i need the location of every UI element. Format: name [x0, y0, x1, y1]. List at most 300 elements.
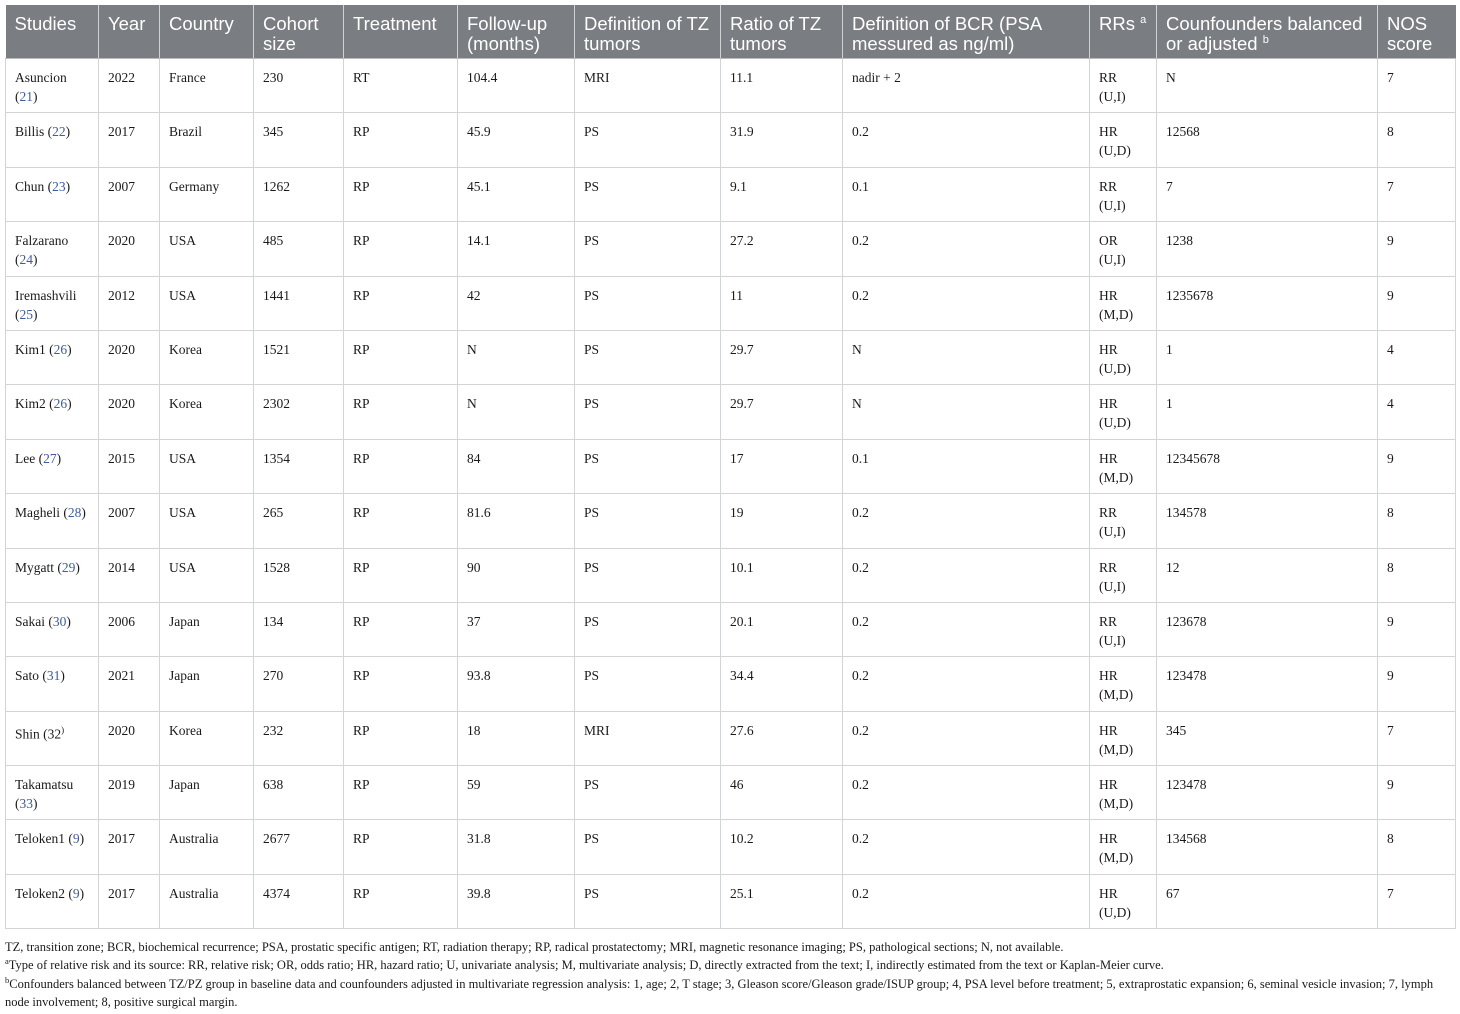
- followup-cell: 31.8: [458, 820, 575, 874]
- cohort-cell: 1521: [254, 330, 344, 384]
- treatment-cell: RP: [344, 222, 458, 276]
- confounders-cell: 12568: [1157, 113, 1378, 167]
- year-cell: 2020: [99, 711, 160, 765]
- reference-link[interactable]: 28: [67, 505, 82, 521]
- reference-link[interactable]: 26: [53, 396, 68, 412]
- treatment-cell: RP: [344, 766, 458, 820]
- rr-cell: [1090, 167, 1157, 221]
- rr-source: (U,D): [1099, 904, 1131, 920]
- column-header-label: Counfounders balanced or adjusted: [1166, 13, 1363, 54]
- column-header: [575, 5, 721, 59]
- nos-score-cell: 9: [1378, 657, 1456, 711]
- treatment-cell: RP: [344, 548, 458, 602]
- reference-close: ): [75, 559, 80, 575]
- cohort-cell: 230: [254, 59, 344, 113]
- column-header: [843, 5, 1090, 59]
- rr-source: (M,D): [1099, 796, 1134, 812]
- year-cell: 2012: [99, 276, 160, 330]
- year-cell: 2015: [99, 439, 160, 493]
- column-header-label: Studies: [14, 13, 77, 34]
- bcr-cell: 0.2: [843, 113, 1090, 167]
- year-cell: 2006: [99, 602, 160, 656]
- column-header: [344, 5, 458, 59]
- country-cell: USA: [160, 222, 254, 276]
- country-cell: Korea: [160, 330, 254, 384]
- reference-link[interactable]: 9: [72, 831, 80, 847]
- column-header-label: Follow-up (months): [467, 13, 548, 54]
- nos-score-cell: 9: [1378, 276, 1456, 330]
- followup-cell: 104.4: [458, 59, 575, 113]
- table-row: [6, 59, 1456, 113]
- definition-cell: PS: [575, 874, 721, 928]
- nos-score-cell: 8: [1378, 820, 1456, 874]
- study-cell: Billis (22): [6, 113, 99, 167]
- confounders-cell: 1: [1157, 385, 1378, 439]
- table-footnotes: [5, 938, 1455, 1011]
- study-name: Takamatsu: [15, 777, 74, 793]
- followup-cell: 45.1: [458, 167, 575, 221]
- nos-score-cell: 4: [1378, 385, 1456, 439]
- study-cell: Chun (23): [6, 167, 99, 221]
- bcr-cell: N: [843, 330, 1090, 384]
- reference-text: (32: [43, 726, 62, 742]
- year-cell: 2019: [99, 766, 160, 820]
- rr-cell: [1090, 820, 1157, 874]
- study-cell: Takamatsu (33): [6, 766, 99, 820]
- rr-source: (U,I): [1099, 632, 1126, 648]
- footnote-b-marker: b: [5, 974, 10, 985]
- reference-close: ): [66, 613, 71, 629]
- study-name: Falzarano: [15, 233, 69, 249]
- rr-type: HR: [1099, 722, 1118, 738]
- definition-cell: PS: [575, 820, 721, 874]
- rr-source: (M,D): [1099, 306, 1134, 322]
- definition-cell: PS: [575, 548, 721, 602]
- table-row: [6, 276, 1456, 330]
- ratio-cell: 9.1: [721, 167, 843, 221]
- column-header: [6, 5, 99, 59]
- rr-type: HR: [1099, 287, 1118, 303]
- nos-score-cell: 9: [1378, 439, 1456, 493]
- study-cell: Sakai (30): [6, 602, 99, 656]
- cohort-cell: 4374: [254, 874, 344, 928]
- reference-link[interactable]: 23: [52, 178, 66, 194]
- confounders-cell: 12: [1157, 548, 1378, 602]
- year-cell: 2017: [99, 113, 160, 167]
- reference-link[interactable]: 25: [19, 306, 33, 322]
- study-cell: Asuncion (21): [6, 59, 99, 113]
- table-row: [6, 222, 1456, 276]
- treatment-cell: RP: [344, 330, 458, 384]
- country-cell: Australia: [160, 874, 254, 928]
- treatment-cell: RP: [344, 385, 458, 439]
- study-cell: Teloken2 (9): [6, 874, 99, 928]
- rr-cell: [1090, 657, 1157, 711]
- year-cell: 2020: [99, 330, 160, 384]
- rr-source: (U,I): [1099, 252, 1126, 268]
- study-name: Kim1: [15, 341, 46, 357]
- bcr-cell: 0.2: [843, 657, 1090, 711]
- rr-source: (M,D): [1099, 850, 1134, 866]
- definition-cell: PS: [575, 494, 721, 548]
- rr-cell: [1090, 385, 1157, 439]
- confounders-cell: 123478: [1157, 766, 1378, 820]
- study-cell: Teloken1 (9): [6, 820, 99, 874]
- confounders-cell: N: [1157, 59, 1378, 113]
- cohort-cell: 2677: [254, 820, 344, 874]
- treatment-cell: RP: [344, 820, 458, 874]
- bcr-cell: 0.2: [843, 548, 1090, 602]
- country-cell: France: [160, 59, 254, 113]
- rr-type: HR: [1099, 831, 1118, 847]
- footnote-a-text: Type of relative risk and its source: RR, relative risk; OR, odds ratio; HR, hazard ratio; U, univariate analysis; M, multivariate analysis; D, directly extracted from the text; I, indirectly estimated from the text or Kaplan-Meier curve.: [8, 958, 1164, 973]
- column-header: [1157, 5, 1378, 59]
- study-name: Magheli: [15, 505, 60, 521]
- reference-close: ): [67, 396, 72, 412]
- study-cell: Lee (27): [6, 439, 99, 493]
- cohort-cell: 1262: [254, 167, 344, 221]
- country-cell: Japan: [160, 766, 254, 820]
- reference-link[interactable]: 30: [52, 613, 67, 629]
- definition-cell: PS: [575, 439, 721, 493]
- country-cell: Korea: [160, 711, 254, 765]
- reference-link[interactable]: 26: [53, 341, 68, 357]
- rr-source: (M,D): [1099, 741, 1134, 757]
- reference-close: ): [65, 178, 71, 194]
- table-row: [6, 820, 1456, 874]
- study-cell: Iremashvili (25): [6, 276, 99, 330]
- bcr-cell: 0.1: [843, 167, 1090, 221]
- year-cell: 2007: [99, 494, 160, 548]
- followup-cell: N: [458, 385, 575, 439]
- rr-type: OR: [1099, 233, 1118, 249]
- cohort-cell: 2302: [254, 385, 344, 439]
- ratio-cell: 11: [721, 276, 843, 330]
- reference-close: ): [81, 505, 86, 521]
- treatment-cell: RP: [344, 439, 458, 493]
- reference-close: ): [33, 796, 38, 812]
- reference-close: ): [79, 831, 85, 847]
- table-row: [6, 657, 1456, 711]
- column-header: [721, 5, 843, 59]
- reference-link[interactable]: 33: [19, 796, 33, 812]
- table-body: [6, 59, 1456, 929]
- cohort-cell: 485: [254, 222, 344, 276]
- year-cell: 2020: [99, 385, 160, 439]
- column-header: [1090, 5, 1157, 59]
- reference-link[interactable]: 22: [52, 124, 66, 140]
- table-row: [6, 766, 1456, 820]
- column-header-label: Country: [169, 13, 234, 34]
- column-header-label: Cohort size: [263, 13, 319, 54]
- ratio-cell: 20.1: [721, 602, 843, 656]
- study-cell: Falzarano (24): [6, 222, 99, 276]
- confounders-cell: 12345678: [1157, 439, 1378, 493]
- ratio-cell: 34.4: [721, 657, 843, 711]
- bcr-cell: 0.2: [843, 766, 1090, 820]
- footnote-a-marker: a: [5, 956, 9, 967]
- definition-cell: PS: [575, 113, 721, 167]
- definition-cell: PS: [575, 657, 721, 711]
- rr-cell: [1090, 548, 1157, 602]
- year-cell: 2022: [99, 59, 160, 113]
- rr-source: (U,I): [1099, 89, 1126, 104]
- nos-score-cell: 8: [1378, 494, 1456, 548]
- nos-score-cell: 9: [1378, 766, 1456, 820]
- study-name: Chun: [15, 178, 45, 194]
- ratio-cell: 25.1: [721, 874, 843, 928]
- nos-score-cell: 7: [1378, 874, 1456, 928]
- followup-cell: 18: [458, 711, 575, 765]
- country-cell: USA: [160, 494, 254, 548]
- country-cell: Australia: [160, 820, 254, 874]
- study-name: Lee: [15, 450, 36, 466]
- reference-link[interactable]: 31: [46, 668, 61, 684]
- rr-type: HR: [1099, 450, 1118, 466]
- reference-close: ): [60, 668, 65, 684]
- bcr-cell: 0.2: [843, 602, 1090, 656]
- table-row: [6, 602, 1456, 656]
- column-header: [160, 5, 254, 59]
- rr-cell: [1090, 494, 1157, 548]
- country-cell: Korea: [160, 385, 254, 439]
- rr-type: HR: [1099, 341, 1118, 357]
- year-cell: 2021: [99, 657, 160, 711]
- rr-cell: [1090, 222, 1157, 276]
- followup-cell: 42: [458, 276, 575, 330]
- rr-cell: [1090, 766, 1157, 820]
- cohort-cell: 1441: [254, 276, 344, 330]
- ratio-cell: 29.7: [721, 385, 843, 439]
- reference-link[interactable]: 29: [61, 559, 76, 575]
- column-header-label: NOS score: [1387, 13, 1433, 54]
- followup-cell: N: [458, 330, 575, 384]
- nos-score-cell: 7: [1378, 59, 1456, 113]
- ratio-cell: 19: [721, 494, 843, 548]
- reference-link[interactable]: 21: [19, 89, 33, 104]
- cohort-cell: 232: [254, 711, 344, 765]
- year-cell: 2007: [99, 167, 160, 221]
- rr-source: (U,I): [1099, 197, 1126, 213]
- rr-type: RR: [1099, 505, 1118, 521]
- cohort-cell: 1528: [254, 548, 344, 602]
- confounders-cell: 67: [1157, 874, 1378, 928]
- rr-cell: [1090, 711, 1157, 765]
- rr-cell: [1090, 602, 1157, 656]
- column-header: [254, 5, 344, 59]
- nos-score-cell: 8: [1378, 113, 1456, 167]
- rr-type: HR: [1099, 777, 1118, 793]
- study-name: Billis: [15, 124, 45, 140]
- rr-source: (M,D): [1099, 469, 1134, 485]
- confounders-cell: 7: [1157, 167, 1378, 221]
- treatment-cell: RP: [344, 711, 458, 765]
- country-cell: USA: [160, 548, 254, 602]
- bcr-cell: nadir + 2: [843, 59, 1090, 113]
- nos-score-cell: 7: [1378, 711, 1456, 765]
- followup-cell: 84: [458, 439, 575, 493]
- rr-cell: [1090, 59, 1157, 113]
- reference-close: ): [65, 124, 71, 140]
- rr-type: HR: [1099, 124, 1118, 140]
- column-header-label: Treatment: [353, 13, 437, 34]
- study-cell: Kim2 (26): [6, 385, 99, 439]
- confounders-cell: 1238: [1157, 222, 1378, 276]
- cohort-cell: 270: [254, 657, 344, 711]
- column-header-label: Ratio of TZ tumors: [730, 13, 822, 54]
- study-cell: Mygatt (29): [6, 548, 99, 602]
- rr-source: (U,I): [1099, 578, 1126, 594]
- table-row: [6, 874, 1456, 928]
- rr-cell: [1090, 439, 1157, 493]
- table-header: [6, 5, 1456, 59]
- country-cell: Germany: [160, 167, 254, 221]
- study-cell: Magheli (28): [6, 494, 99, 548]
- treatment-cell: RP: [344, 276, 458, 330]
- rr-source: (U,I): [1099, 524, 1126, 540]
- country-cell: Japan: [160, 657, 254, 711]
- reference-link[interactable]: 24: [19, 252, 33, 268]
- confounders-cell: 123478: [1157, 657, 1378, 711]
- bcr-cell: 0.2: [843, 874, 1090, 928]
- ratio-cell: 29.7: [721, 330, 843, 384]
- year-cell: 2020: [99, 222, 160, 276]
- bcr-cell: 0.2: [843, 711, 1090, 765]
- column-header-label: Definition of BCR (PSA messured as ng/ml): [852, 13, 1042, 54]
- reference-close: ): [33, 252, 38, 268]
- treatment-cell: RP: [344, 874, 458, 928]
- ratio-cell: 11.1: [721, 59, 843, 113]
- nos-score-cell: 8: [1378, 548, 1456, 602]
- rr-type: HR: [1099, 885, 1118, 901]
- reference-close: ): [67, 341, 72, 357]
- cohort-cell: 638: [254, 766, 344, 820]
- ratio-cell: 27.6: [721, 711, 843, 765]
- treatment-cell: RP: [344, 167, 458, 221]
- study-cell: [6, 711, 99, 765]
- confounders-cell: 123678: [1157, 602, 1378, 656]
- rr-type: RR: [1099, 70, 1118, 85]
- confounders-cell: 1235678: [1157, 276, 1378, 330]
- study-name: Kim2: [15, 396, 46, 412]
- table-row: [6, 439, 1456, 493]
- ratio-cell: 27.2: [721, 222, 843, 276]
- reference-close: ): [79, 885, 85, 901]
- treatment-cell: RT: [344, 59, 458, 113]
- table-row: [6, 548, 1456, 602]
- table-row: [6, 711, 1456, 765]
- study-name: Teloken1: [15, 831, 66, 847]
- rr-type: HR: [1099, 668, 1118, 684]
- reference-close: ): [33, 89, 38, 104]
- table-row: [6, 113, 1456, 167]
- reference-close: ): [56, 450, 62, 466]
- treatment-cell: RP: [344, 113, 458, 167]
- study-name: Sakai: [15, 613, 45, 629]
- bcr-cell: N: [843, 385, 1090, 439]
- definition-cell: MRI: [575, 711, 721, 765]
- footnote-a: [5, 956, 1455, 974]
- studies-table: [5, 5, 1456, 929]
- cohort-cell: 345: [254, 113, 344, 167]
- definition-cell: PS: [575, 276, 721, 330]
- ratio-cell: 10.2: [721, 820, 843, 874]
- study-name: Teloken2: [15, 885, 66, 901]
- followup-cell: 37: [458, 602, 575, 656]
- studies-table-container: [5, 5, 1455, 929]
- study-cell: Sato (31): [6, 657, 99, 711]
- definition-cell: PS: [575, 602, 721, 656]
- followup-cell: 14.1: [458, 222, 575, 276]
- cohort-cell: 265: [254, 494, 344, 548]
- column-header-footnote-marker: b: [1262, 33, 1269, 46]
- ratio-cell: 17: [721, 439, 843, 493]
- bcr-cell: 0.2: [843, 494, 1090, 548]
- rr-source: (U,D): [1099, 415, 1131, 431]
- followup-cell: 93.8: [458, 657, 575, 711]
- study-name: Iremashvili: [15, 287, 77, 303]
- definition-cell: PS: [575, 222, 721, 276]
- nos-score-cell: 7: [1378, 167, 1456, 221]
- treatment-cell: RP: [344, 602, 458, 656]
- year-cell: 2014: [99, 548, 160, 602]
- study-name: Asuncion: [15, 70, 67, 85]
- ratio-cell: 31.9: [721, 113, 843, 167]
- nos-score-cell: 4: [1378, 330, 1456, 384]
- rr-source: (U,D): [1099, 360, 1131, 376]
- treatment-cell: RP: [344, 494, 458, 548]
- rr-source: (U,D): [1099, 143, 1131, 159]
- study-cell: Kim1 (26): [6, 330, 99, 384]
- definition-cell: PS: [575, 766, 721, 820]
- followup-cell: 59: [458, 766, 575, 820]
- table-row: [6, 330, 1456, 384]
- column-header-footnote-marker: a: [1140, 13, 1147, 26]
- bcr-cell: 0.2: [843, 820, 1090, 874]
- cohort-cell: 1354: [254, 439, 344, 493]
- rr-type: HR: [1099, 396, 1118, 412]
- column-header-label: RRs: [1099, 13, 1141, 34]
- definition-cell: MRI: [575, 59, 721, 113]
- country-cell: Brazil: [160, 113, 254, 167]
- column-header: [458, 5, 575, 59]
- reference-link[interactable]: 9: [72, 885, 80, 901]
- study-name: Mygatt: [15, 559, 54, 575]
- rr-cell: [1090, 113, 1157, 167]
- confounders-cell: 134578: [1157, 494, 1378, 548]
- treatment-cell: RP: [344, 657, 458, 711]
- confounders-cell: 345: [1157, 711, 1378, 765]
- year-cell: 2017: [99, 874, 160, 928]
- column-header: [1378, 5, 1456, 59]
- table-row: [6, 167, 1456, 221]
- bcr-cell: 0.2: [843, 276, 1090, 330]
- followup-cell: 90: [458, 548, 575, 602]
- country-cell: Japan: [160, 602, 254, 656]
- table-row: [6, 385, 1456, 439]
- reference-link[interactable]: 27: [43, 450, 57, 466]
- rr-type: RR: [1099, 178, 1118, 194]
- rr-source: (M,D): [1099, 687, 1134, 703]
- column-header-label: Year: [108, 13, 146, 34]
- ratio-cell: 46: [721, 766, 843, 820]
- table-row: [6, 494, 1456, 548]
- definition-cell: PS: [575, 385, 721, 439]
- country-cell: USA: [160, 439, 254, 493]
- rr-cell: [1090, 276, 1157, 330]
- confounders-cell: 134568: [1157, 820, 1378, 874]
- country-cell: USA: [160, 276, 254, 330]
